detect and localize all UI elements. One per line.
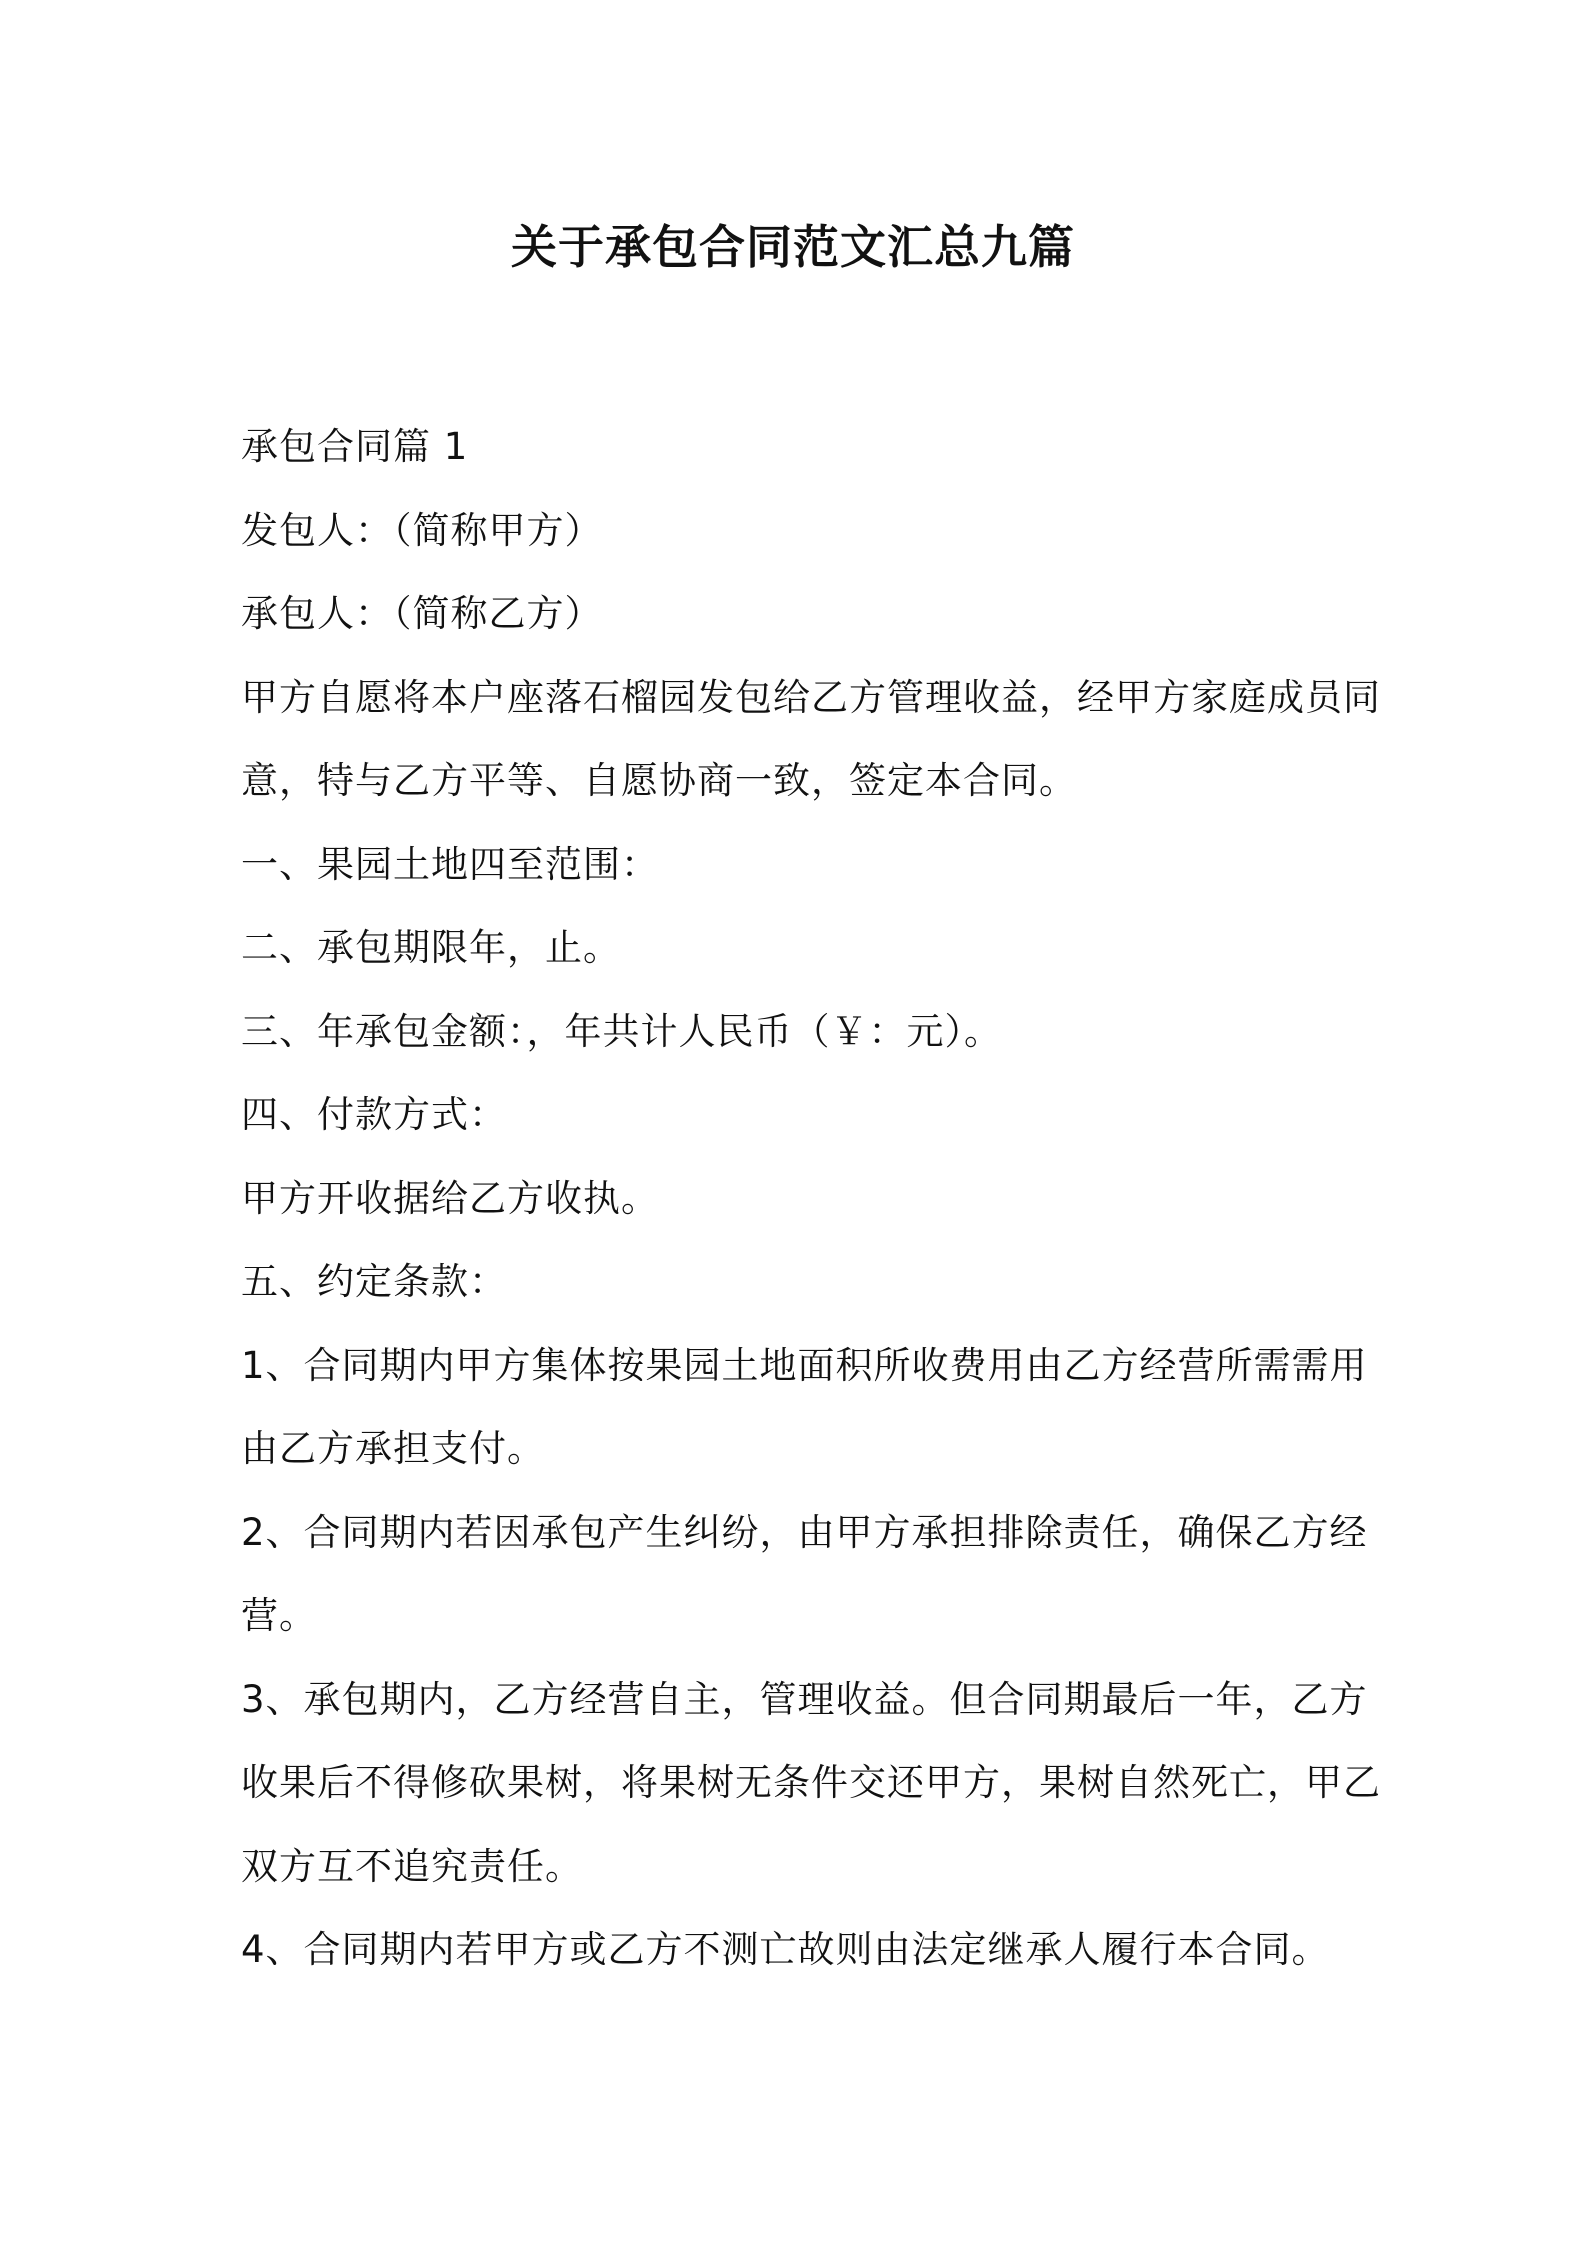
party-b-line: 承包人：（简称乙方）: [241, 592, 603, 635]
term-3-line-2: 收果后不得修砍果树，将果树无条件交还甲方，果树自然死亡，甲乙: [241, 1761, 1381, 1804]
term-2-line-1: 2、合同期内若因承包产生纠纷，由甲方承担排除责任，确保乙方经: [241, 1510, 1368, 1554]
clause-3-heading: 三、年承包金额：，年共计人民币（￥：元）。: [241, 1009, 1002, 1053]
term-4-line-1: 4、合同期内若甲方或乙方不测亡故则由法定继承人履行本合同。: [241, 1928, 1330, 1971]
term-1-line-2: 由乙方承担支付。: [241, 1427, 545, 1470]
section-heading-contract-1: 承包合同篇 1: [241, 425, 469, 468]
document-body: [241, 405, 1381, 1992]
term-3-line-1: 3、承包期内，乙方经营自主，管理收益。但合同期最后一年，乙方: [241, 1677, 1368, 1721]
clause-4-heading: 四、付款方式：: [241, 1093, 507, 1136]
term-2-line-2: 营。: [241, 1594, 317, 1637]
intro-paragraph-line-1: 甲方自愿将本户座落石榴园发包给乙方管理收益，经甲方家庭成员同: [241, 675, 1381, 719]
term-3-line-3: 双方互不追究责任。: [241, 1844, 583, 1888]
clause-2-heading: 二、承包期限年，止。: [241, 926, 621, 969]
document-title: 关于承包合同范文汇总九篇: [511, 220, 1075, 274]
intro-paragraph-line-2: 意，特与乙方平等、自愿协商一致，签定本合同。: [241, 759, 1077, 802]
clause-5-heading: 五、约定条款：: [241, 1260, 507, 1303]
party-a-line: 发包人：（简称甲方）: [241, 508, 603, 552]
clause-1-heading: 一、果园土地四至范围：: [241, 842, 659, 886]
term-1-line-1: 1、合同期内甲方集体按果园土地面积所收费用由乙方经营所需需用: [241, 1343, 1368, 1387]
payment-text: 甲方开收据给乙方收执。: [241, 1176, 659, 1220]
